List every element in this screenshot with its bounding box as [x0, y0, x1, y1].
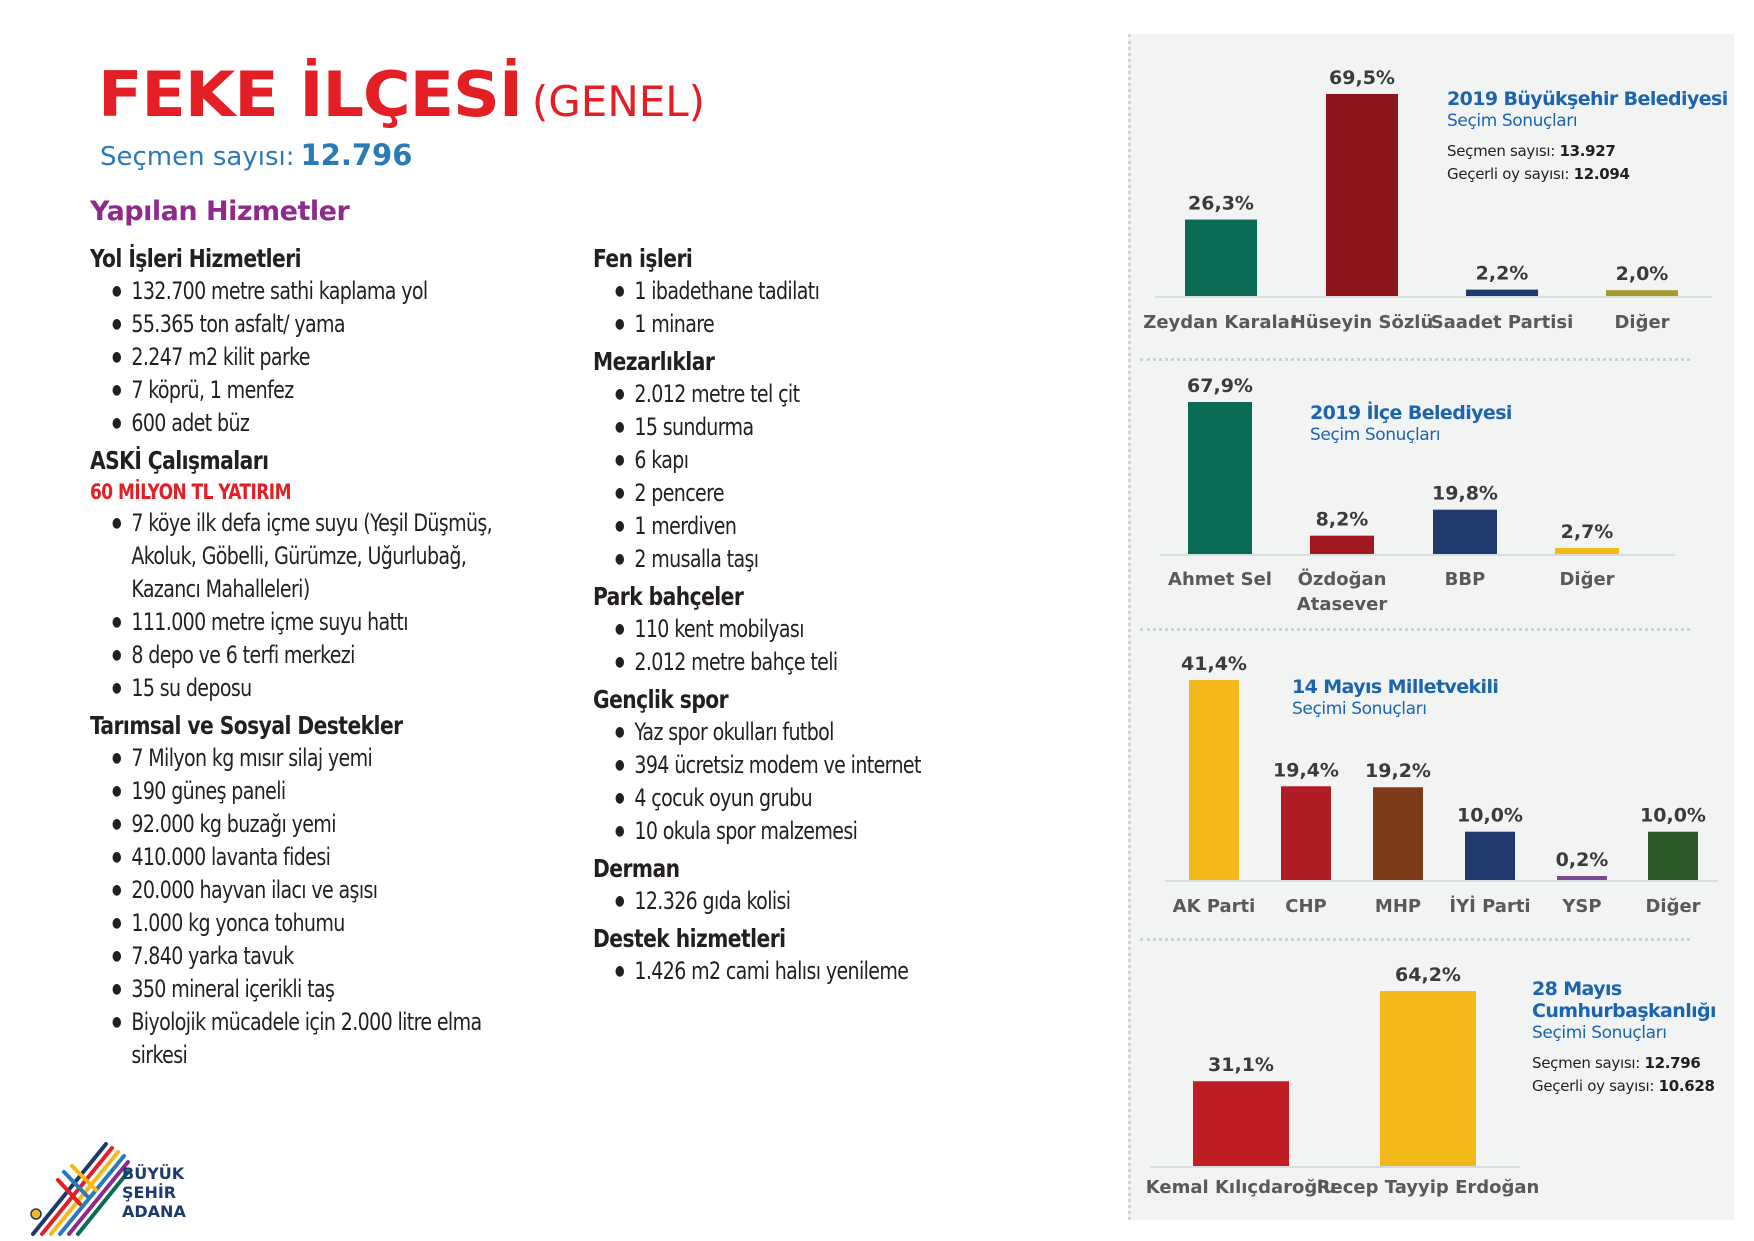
- chart-1-voters: [1447, 140, 1728, 163]
- chart-1-category-label: Hüseyin Sözlü: [1290, 312, 1434, 333]
- chart-2-category-label: Özdoğan: [1297, 569, 1387, 590]
- service-group-title: Tarımsal ve Sosyal Destekler: [90, 711, 403, 740]
- service-item: ● 8 depo ve 6 terfi merkezi: [112, 639, 533, 672]
- chart-4-value-label: 31,1%: [1208, 1054, 1274, 1077]
- chart-1-title: 2019 Büyükşehir Belediyesi: [1447, 88, 1728, 110]
- service-item: ● 2 pencere: [615, 477, 948, 510]
- chart-4-voters-label: Seçmen sayısı:: [1532, 1054, 1640, 1072]
- chart-2-info: [1310, 402, 1512, 446]
- chart-2-title: 2019 İlçe Belediyesi: [1310, 402, 1512, 424]
- chart-4-category-label: Kemal Kılıçdaroğlu: [1145, 1177, 1337, 1198]
- chart-4-voters-value: 12.796: [1644, 1054, 1701, 1072]
- chart-3-subtitle: Seçimi Sonuçları: [1292, 699, 1427, 719]
- logo-line-2: ŞEHİR: [122, 1183, 177, 1202]
- chart-1-subtitle: Seçim Sonuçları: [1447, 111, 1578, 131]
- chart-2-bar: [1555, 548, 1619, 554]
- service-item: ● 1 merdiven: [615, 510, 948, 543]
- chart-1-category-label: Diğer: [1614, 312, 1670, 333]
- chart-3-value-label: 10,0%: [1640, 804, 1706, 827]
- chart-3-bar: [1648, 832, 1698, 880]
- service-item: ● 394 ücretsiz modem ve internet: [615, 749, 948, 782]
- chart-3-value-label: 0,2%: [1555, 849, 1609, 871]
- service-item: ● 7 Milyon kg mısır silaj yemi: [112, 742, 533, 775]
- chart-3-value-label: 19,2%: [1365, 760, 1431, 783]
- service-group-title: ASKİ Çalışmaları: [90, 446, 269, 475]
- chart-4-info: [1532, 978, 1722, 1098]
- chart-2-value-label: 8,2%: [1315, 508, 1369, 531]
- chart-1-value-label: 2,0%: [1615, 263, 1669, 286]
- chart-4-title: 28 Mayıs Cumhurbaşkanlığı: [1532, 978, 1716, 1022]
- chart-1-valid-value: 12.094: [1573, 165, 1630, 183]
- chart-4-valid-value: 10.628: [1658, 1077, 1715, 1095]
- chart-3-category-label: CHP: [1285, 896, 1327, 917]
- service-group-title: Fen işleri: [593, 244, 693, 273]
- service-item: ● 92.000 kg buzağı yemi: [112, 808, 533, 841]
- service-group-title: Yol İşleri Hizmetleri: [90, 244, 302, 273]
- chart-1-value-label: 26,3%: [1188, 192, 1254, 215]
- service-item: ● 6 kapı: [615, 444, 948, 477]
- chart-3-bar: [1557, 876, 1607, 880]
- logo-line-3: ADANA: [122, 1202, 186, 1221]
- chart-3-bar: [1373, 787, 1423, 880]
- service-item: ● 1.426 m2 cami halısı yenileme: [615, 955, 948, 988]
- service-group-title: Park bahçeler: [593, 582, 744, 611]
- chart-3-bar: [1281, 786, 1331, 880]
- chart-2-value-label: 2,7%: [1560, 520, 1614, 543]
- service-item: ● 4 çocuk oyun grubu: [615, 782, 948, 815]
- chart-3-value-label: 10,0%: [1457, 804, 1523, 827]
- service-item: ● 350 mineral içerikli taş: [112, 973, 533, 1006]
- chart-3-value-label: 41,4%: [1181, 653, 1247, 675]
- chart-1-bar: [1326, 94, 1398, 296]
- service-item: ● 15 su deposu: [112, 672, 533, 705]
- chart-3-category-label: İYİ Parti: [1449, 896, 1531, 917]
- chart-1-bar: [1466, 290, 1538, 296]
- service-item: ● 410.000 lavanta fidesi: [112, 841, 533, 874]
- service-item: ● 1.000 kg yonca tohumu: [112, 907, 533, 940]
- chart-2-category-label: Ahmet Sel: [1168, 569, 1272, 590]
- service-item: ● 10 okula spor malzemesi: [615, 815, 948, 848]
- service-item: ● 7.840 yarka tavuk: [112, 940, 533, 973]
- service-item: ● 2.012 metre tel çit: [615, 378, 948, 411]
- chart-2-bar: [1310, 536, 1374, 554]
- chart-1-bar: [1606, 290, 1678, 296]
- chart-3-category-label: Diğer: [1645, 896, 1701, 917]
- chart-1-value-label: 2,2%: [1475, 262, 1529, 285]
- service-item: ● 7 köye ilk defa içme suyu (Yeşil Düşmüş, Akoluk, Göbelli, Gürümze, Uğurlubağ, Kazancı Mahalleleri): [112, 507, 499, 606]
- chart-2-category-label: Diğer: [1559, 569, 1615, 590]
- service-group-title: Destek hizmetleri: [593, 924, 786, 953]
- chart-4-valid-label: Geçerli oy sayısı:: [1532, 1077, 1655, 1095]
- chart-2-category-label: BBP: [1444, 569, 1486, 590]
- chart-3-value-label: 19,4%: [1273, 759, 1339, 782]
- chart-3-category-label: AK Parti: [1172, 896, 1256, 917]
- chart-2-subtitle: Seçim Sonuçları: [1310, 425, 1441, 445]
- chart-2-bar: [1188, 402, 1252, 554]
- chart-3-bar: [1189, 680, 1239, 880]
- page-subtitle: (GENEL): [531, 77, 706, 126]
- chart-1-category-label: Zeydan Karalar: [1143, 312, 1299, 333]
- service-item: ● 2.012 metre bahçe teli: [615, 646, 948, 679]
- chart-1-voters-value: 13.927: [1559, 142, 1616, 160]
- service-item: ● 111.000 metre içme suyu hattı: [112, 606, 533, 639]
- chart-1-voters-label: Seçmen sayısı:: [1447, 142, 1555, 160]
- chart-1-value-label: 69,5%: [1329, 67, 1395, 89]
- service-group-title: Gençlik spor: [593, 685, 729, 714]
- chart-4-subtitle: Seçimi Sonuçları: [1532, 1023, 1667, 1043]
- service-item: ● 55.365 ton asfalt/ yama: [112, 308, 533, 341]
- chart-1-category-label: Saadet Partisi: [1430, 312, 1574, 333]
- service-group-title: Mezarlıklar: [593, 347, 715, 376]
- voter-count-label: Seçmen sayısı:: [100, 142, 295, 172]
- page-title: FEKE İLÇESİ: [98, 58, 523, 131]
- chart-1-info: [1447, 88, 1728, 186]
- chart-2-category-label: Atasever: [1296, 594, 1388, 615]
- service-item: ● Biyolojik mücadele için 2.000 litre elma sirkesi: [112, 1006, 499, 1072]
- chart-3-category-label: MHP: [1374, 896, 1422, 917]
- service-item: ● 190 güneş paneli: [112, 775, 533, 808]
- services-title: Yapılan Hizmetler: [90, 196, 350, 227]
- chart-4-voters: [1532, 1052, 1722, 1075]
- chart-2-bar: [1433, 510, 1497, 554]
- service-item: ● Yaz spor okulları futbol: [615, 716, 948, 749]
- service-item: ● 2.247 m2 kilit parke: [112, 341, 533, 374]
- chart-3-bar: [1465, 832, 1515, 880]
- service-item: ● 600 adet büz: [112, 407, 533, 440]
- chart-3-category-label: YSP: [1562, 896, 1602, 917]
- service-item: ● 12.326 gıda kolisi: [615, 885, 948, 918]
- chart-1-valid-votes: [1447, 163, 1728, 186]
- chart-4-value-label: 64,2%: [1395, 964, 1461, 986]
- chart-4-bar: [1193, 1081, 1289, 1166]
- logo-line-1: BÜYÜK: [122, 1164, 185, 1183]
- chart-3-title: 14 Mayıs Milletvekili: [1292, 676, 1499, 698]
- service-group-title: Derman: [593, 854, 680, 883]
- service-item: ● 1 minare: [615, 308, 948, 341]
- chart-2-value-label: 19,8%: [1432, 482, 1498, 505]
- service-item: ● 110 kent mobilyası: [615, 613, 948, 646]
- chart-4-bar: [1380, 991, 1476, 1166]
- service-item: ● 15 sundurma: [615, 411, 948, 444]
- service-item: ● 20.000 hayvan ilacı ve aşısı: [112, 874, 533, 907]
- service-item: ● 1 ibadethane tadilatı: [615, 275, 948, 308]
- service-group-highlight: 60 MİLYON TL YATIRIM: [90, 480, 291, 504]
- chart-4-category-label: Recep Tayyip Erdoğan: [1316, 1177, 1540, 1198]
- voter-count-value: 12.796: [300, 138, 413, 172]
- chart-1-bar: [1185, 220, 1257, 296]
- chart-4-valid-votes: [1532, 1075, 1722, 1098]
- service-item: ● 2 musalla taşı: [615, 543, 948, 576]
- service-item: ● 132.700 metre sathi kaplama yol: [112, 275, 533, 308]
- chart-1-valid-label: Geçerli oy sayısı:: [1447, 165, 1570, 183]
- chart-2-value-label: 67,9%: [1187, 375, 1253, 397]
- service-item: ● 7 köprü, 1 menfez: [112, 374, 533, 407]
- chart-3-info: [1292, 676, 1498, 720]
